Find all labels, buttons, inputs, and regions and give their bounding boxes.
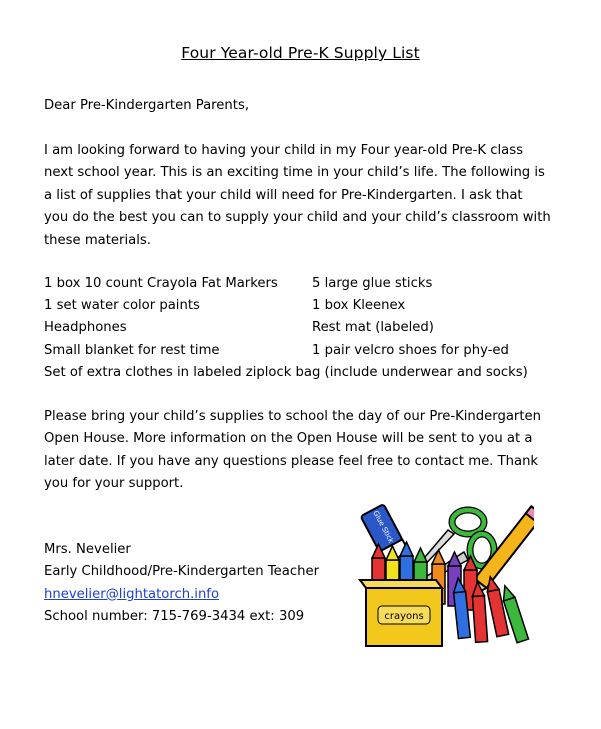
intro-line: these materials. <box>44 232 151 248</box>
supply-item: Rest mat (labeled) <box>312 320 434 336</box>
intro-line: next school year. This is an exciting time in your child’s life. The following is <box>44 165 545 181</box>
intro-paragraph <box>44 140 551 252</box>
supply-item: 5 large glue sticks <box>312 276 433 291</box>
closing-line: later date. If you have any questions please feel free to contact me. Thank <box>44 453 539 469</box>
closing-line: Open House. More information on the Open House will be sent to you at a <box>44 431 533 447</box>
intro-line: a list of supplies that your child will need for Pre-Kindergarten. I ask that <box>44 187 523 203</box>
intro-line: you do the best you can to supply your child and your child’s classroom with <box>44 210 551 226</box>
glue-stick-label: Glue Stick <box>371 509 396 545</box>
supply-item: 1 set water color paints <box>44 298 200 314</box>
intro-line: I am looking forward to having your child in my Four year-old Pre-K class <box>44 143 523 158</box>
supply-item: 1 box 10 count Crayola Fat Markers <box>44 276 278 291</box>
school-phone: School number: 715-769-3434 ext: 309 <box>44 609 305 625</box>
salutation: Dear Pre-Kindergarten Parents, <box>44 98 250 113</box>
supply-item: 1 pair velcro shoes for phy-ed <box>312 342 509 358</box>
supply-item: Small blanket for rest time <box>44 342 220 358</box>
closing-line: Please bring your child’s supplies to school the day of our Pre-Kindergarten <box>44 409 541 424</box>
crayon-box-icon <box>360 580 442 646</box>
closing-line: you for your support. <box>44 476 184 492</box>
supply-item: 1 box Kleenex <box>312 298 406 314</box>
signature-block <box>44 539 319 629</box>
teacher-role: Early Childhood/Pre-Kindergarten Teacher <box>44 564 319 580</box>
teacher-name: Mrs. Nevelier <box>44 542 131 557</box>
page-title: Four Year-old Pre-K Supply List <box>181 44 420 62</box>
supply-item: Headphones <box>44 320 127 336</box>
school-supplies-clipart <box>356 500 534 648</box>
email-link[interactable]: hnevelier@lightatorch.info <box>44 586 220 602</box>
supply-item: Set of extra clothes in labeled ziplock bag (include underwear and socks) <box>44 364 528 380</box>
closing-paragraph <box>44 406 541 496</box>
crayon-box-label: crayons <box>384 611 424 622</box>
